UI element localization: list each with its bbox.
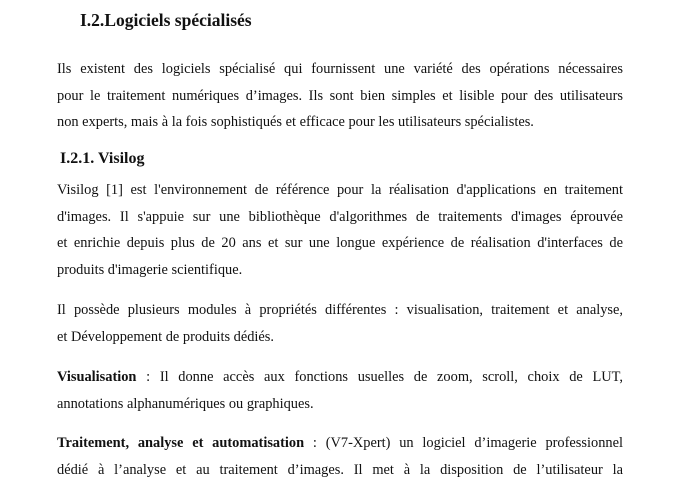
visilog-line-4: produits d'imagerie scientifique. [57, 261, 243, 278]
traitement-line-1-rest: : (V7-Xpert) un logiciel d’imagerie professionnel [304, 435, 623, 451]
traitement-line-1 [57, 430, 623, 457]
visualisation-line-1-rest: : Il donne accès aux fonctions usuelles de zoom, scroll, choix de LUT, [136, 369, 623, 385]
modules-line-1: Il possède plusieurs modules à propriétés différentes : visualisation, traitement et analyse, [57, 302, 623, 318]
intro-paragraph [57, 56, 623, 136]
section-heading [80, 10, 252, 31]
visualisation-paragraph [57, 364, 623, 417]
visilog-paragraph [57, 177, 623, 283]
section-number: I.2. [80, 10, 105, 30]
intro-line-1: Ils existent des logiciels spécialisé qui fournissent une variété des opérations nécessaires [57, 61, 623, 77]
visualisation-line-1 [57, 364, 623, 391]
intro-line-2: pour le traitement numériques d’images. Ils sont bien simples et lisible pour des utilisateurs [57, 87, 623, 104]
subsection-heading [60, 150, 144, 168]
visualisation-line-2: annotations alphanumériques ou graphiques. [57, 395, 314, 412]
visilog-line-2: d'images. Il s'appuie sur une bibliothèque d'algorithmes de traitements d'images éprouvée [57, 208, 623, 225]
traitement-term: Traitement, analyse et automatisation [57, 435, 305, 451]
intro-line-3: non experts, mais à la fois sophistiqués et efficace pour les utilisateurs spécialistes. [57, 114, 534, 130]
subsection-title: Visilog [97, 150, 145, 167]
traitement-paragraph [57, 430, 623, 483]
section-title: Logiciels spécialisés [104, 10, 252, 30]
traitement-line-2: dédié à l’analyse et au traitement d’images. Il met à la disposition de l’utilisateur la [57, 461, 623, 478]
modules-line-2: et Développement de produits dédiés. [57, 328, 274, 345]
visilog-line-3: et enrichie depuis plus de 20 ans et sur une longue expérience de réalisation d'interfaces de [57, 235, 623, 251]
modules-paragraph [57, 297, 623, 350]
visualisation-term: Visualisation [57, 369, 137, 385]
visilog-line-1: Visilog [1] est l'environnement de référence pour la réalisation d'applications en traitement [57, 182, 623, 198]
subsection-number: I.2.1. [60, 150, 95, 167]
